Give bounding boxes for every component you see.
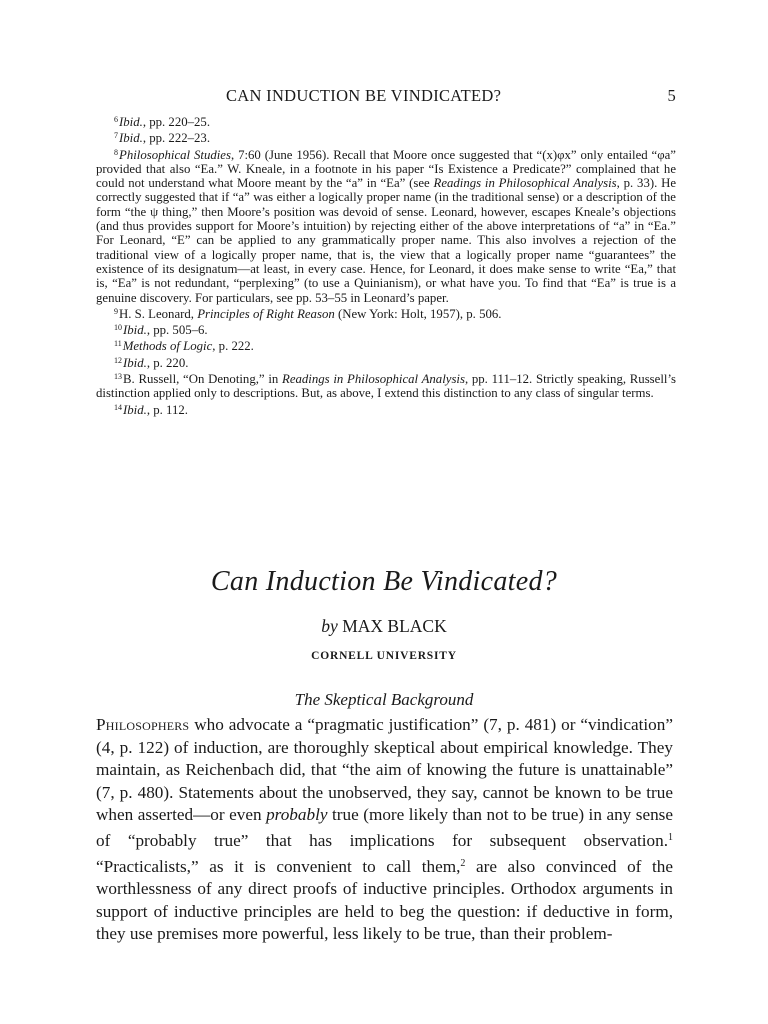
footnote-11 bbox=[96, 337, 676, 353]
footnote-text: Principles of Right Reason bbox=[197, 306, 335, 321]
footnote-12 bbox=[96, 354, 676, 370]
footnote-text: Ibid. bbox=[123, 402, 147, 417]
footnote-text: Ibid. bbox=[123, 355, 147, 370]
body-paragraph bbox=[96, 714, 673, 946]
footnote-text: Readings in Philosophical Analysis bbox=[282, 372, 465, 387]
running-title: CAN INDUCTION BE VINDICATED? bbox=[226, 86, 502, 105]
running-header bbox=[96, 86, 680, 106]
footnote-text: , p. 33). He correctly suggested that if “a” was either a logically proper name (in the traditional sense) or a description of the form “the ψ thing,” then Moore’s position was devoid of sense. Leonard, however, escapes Kneale’s objections (and thus provides support for Moore’s intuition) by rejecting either of the above interpretations of “a” in “Ea.” For Leonard, “E” can be applied to any grammatically proper name. This also involves a rejection of the traditional view of a logically proper name, that is, the view that a logically proper name “guarantees” the existence of its designatum—at least, in every case. Hence, for Leonard, it does make sense to write “Ea,” that is, “Ea” is not redundant, “perplexing” (to use a Quinianism), or what have you. To find that “Ea” is true is a genuine discovery. For particulars, see pp. 53–55 in Leonard’s paper. bbox=[96, 176, 677, 305]
footnote-text: B. Russell, “On Denoting,” in bbox=[123, 372, 282, 387]
footnote-text: , pp. 111–12. Strictly speaking, Russell’s distinction applied only to descriptions. But, as above, I extend this distinction to any class of singular terms. bbox=[96, 372, 676, 401]
body-text-run: who advocate a “pragmatic justification” (7, p. 481) or “vindication” (4, p. 122) of induction, are thoroughly skeptical about empirical knowledge. They maintain, as Reichenbach did, that “the aim of knowing the future is unattainable” (7, p. 480). Statements about the unobserved, they say, cannot be known to be true when asserted—or even bbox=[96, 715, 673, 825]
footnote-text: H. S. Leonard, bbox=[119, 306, 198, 321]
footnote-reference: 1 bbox=[668, 831, 673, 843]
footnote-8 bbox=[96, 146, 676, 305]
footnote-10 bbox=[96, 321, 676, 337]
footnote-text: , pp. 505–6. bbox=[146, 323, 208, 338]
body-text-run: true (more likely than not to be true) in any sense of “probably true” that has implications for subsequent observation. bbox=[96, 805, 673, 850]
footnote-marker: 6 bbox=[114, 115, 118, 124]
footnote-text: , 7:60 (June 1956). Recall that Moore once suggested that “(x)φx” only entailed “φa” provided that also “Ea.” W. Kneale, in a footnote in his paper “Is Existence a Predicate?” complained that he could not understand what Moore meant by the “a” in “Ea” (see bbox=[96, 147, 676, 191]
footnote-marker: 11 bbox=[114, 339, 122, 349]
footnote-text: Ibid. bbox=[119, 115, 143, 129]
footnote-marker: 8 bbox=[114, 147, 118, 157]
page-number: 5 bbox=[667, 86, 676, 105]
footnote-marker: 12 bbox=[114, 355, 122, 365]
footnote-reference: 2 bbox=[460, 857, 466, 869]
footnote-text: , pp. 220–25. bbox=[142, 115, 211, 129]
footnote-text: Ibid. bbox=[119, 131, 143, 146]
footnote-marker: 10 bbox=[114, 323, 122, 333]
body-text-run: Philosophers bbox=[96, 715, 190, 734]
footnote-6 bbox=[96, 113, 676, 129]
footnote-7 bbox=[96, 129, 676, 145]
footnote-text: (New York: Holt, 1957), p. 506. bbox=[334, 306, 502, 321]
footnote-text: Philosophical Studies bbox=[119, 147, 231, 162]
author-name: MAX BLACK bbox=[342, 616, 447, 636]
body-text-run: “Practicalists,” as it is convenient to call them, bbox=[96, 856, 461, 876]
footnote-text: , p. 112. bbox=[146, 402, 188, 417]
footnote-text: , p. 222. bbox=[212, 339, 254, 354]
footnote-9 bbox=[96, 305, 676, 321]
byline bbox=[0, 616, 768, 637]
footnote-marker: 7 bbox=[114, 131, 118, 141]
footnote-13 bbox=[96, 370, 676, 401]
footnote-text: , p. 220. bbox=[146, 355, 189, 370]
body-text-run: probably bbox=[266, 805, 328, 825]
footnote-marker: 9 bbox=[114, 306, 118, 316]
footnote-marker: 14 bbox=[114, 402, 122, 412]
footnotes bbox=[96, 113, 676, 417]
article-title: Can Induction Be Vindicated? bbox=[210, 566, 558, 597]
body-text-run: are also convinced of the worthlessness of any direct proofs of inductive principles. Orthodox arguments in support of inductive principles are held to beg the question: if deductive in form, they use premises more powerful, less likely to be true, than their problem- bbox=[96, 856, 673, 944]
footnote-14 bbox=[96, 401, 676, 417]
footnote-text: Readings in Philosophical Analysis bbox=[433, 176, 617, 191]
byline-by: by bbox=[321, 616, 338, 636]
footnote-text: , pp. 222–23. bbox=[142, 131, 211, 146]
footnote-marker: 13 bbox=[114, 372, 122, 382]
footnote-text: Ibid. bbox=[123, 323, 147, 338]
footnote-text: Methods of Logic bbox=[122, 339, 213, 354]
author-affiliation: CORNELL UNIVERSITY bbox=[311, 650, 457, 662]
section-heading: The Skeptical Background bbox=[294, 690, 474, 709]
